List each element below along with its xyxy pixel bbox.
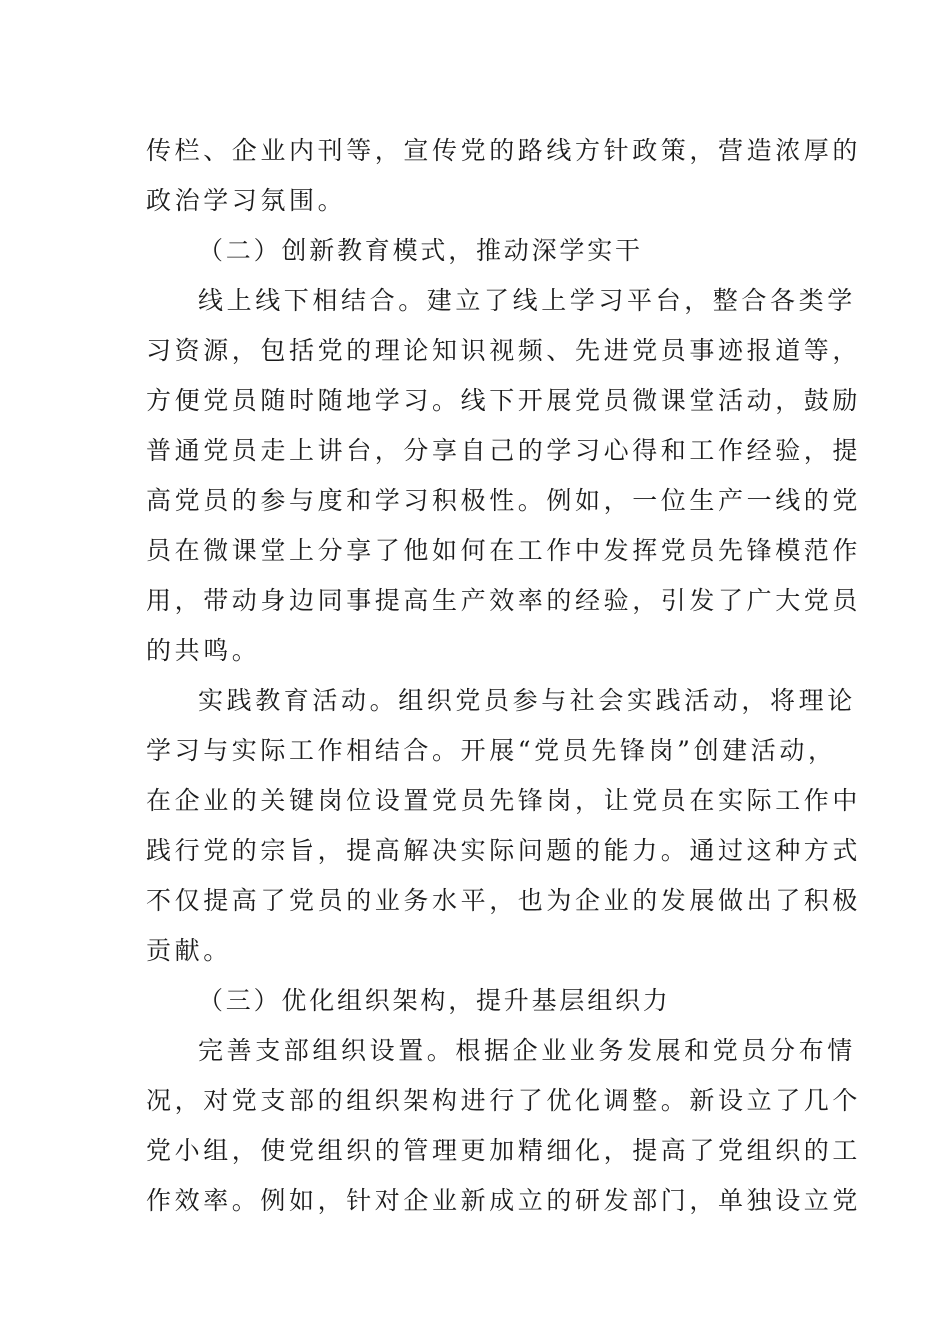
paragraph-line: 员在微课堂上分享了他如何在工作中发挥党员先锋模范作 <box>146 536 862 565</box>
paragraph-first-line: 线上线下相结合。建立了线上学习平台，整合各类学 <box>198 286 856 315</box>
paragraph-line: 践行党的宗旨，提高解决实际问题的能力。通过这种方式 <box>146 836 862 865</box>
paragraph-line: 党小组，使党组织的管理更加精细化，提高了党组织的工 <box>146 1136 862 1165</box>
document-body <box>146 126 862 1226</box>
paragraph-line: 贡献。 <box>146 936 232 965</box>
paragraph-line: 学习与实际工作相结合。开展“党员先锋岗”创建活动， <box>146 736 837 765</box>
paragraph-line: 况，对党支部的组织架构进行了优化调整。新设立了几个 <box>146 1086 862 1115</box>
paragraph-line: 在企业的关键岗位设置党员先锋岗，让党员在实际工作中 <box>146 786 862 815</box>
paragraph-line: 用，带动身边同事提高生产效率的经验，引发了广大党员 <box>146 586 862 615</box>
paragraph-line: 的共鸣。 <box>146 636 261 665</box>
paragraph-line: 高党员的参与度和学习积极性。例如，一位生产一线的党 <box>146 486 862 515</box>
paragraph-first-line: 实践教育活动。组织党员参与社会实践活动，将理论 <box>198 686 856 715</box>
paragraph-line: 习资源，包括党的理论知识视频、先进党员事迹报道等， <box>146 336 862 365</box>
paragraph-first-line: 完善支部组织设置。根据企业业务发展和党员分布情 <box>198 1036 856 1065</box>
paragraph-line: 政治学习氛围。 <box>146 186 347 215</box>
section-heading: （二）创新教育模式，推动深学实干 <box>198 236 643 265</box>
paragraph-line: 普通党员走上讲台，分享自己的学习心得和工作经验，提 <box>146 436 862 465</box>
paragraph-line: 传栏、企业内刊等，宣传党的路线方针政策，营造浓厚的 <box>146 136 862 165</box>
paragraph-line: 不仅提高了党员的业务水平，也为企业的发展做出了积极 <box>146 886 862 915</box>
section-heading: （三）优化组织架构，提升基层组织力 <box>198 986 671 1015</box>
paragraph-line: 方便党员随时随地学习。线下开展党员微课堂活动，鼓励 <box>146 386 862 415</box>
paragraph-line: 作效率。例如，针对企业新成立的研发部门，单独设立党 <box>146 1186 862 1215</box>
